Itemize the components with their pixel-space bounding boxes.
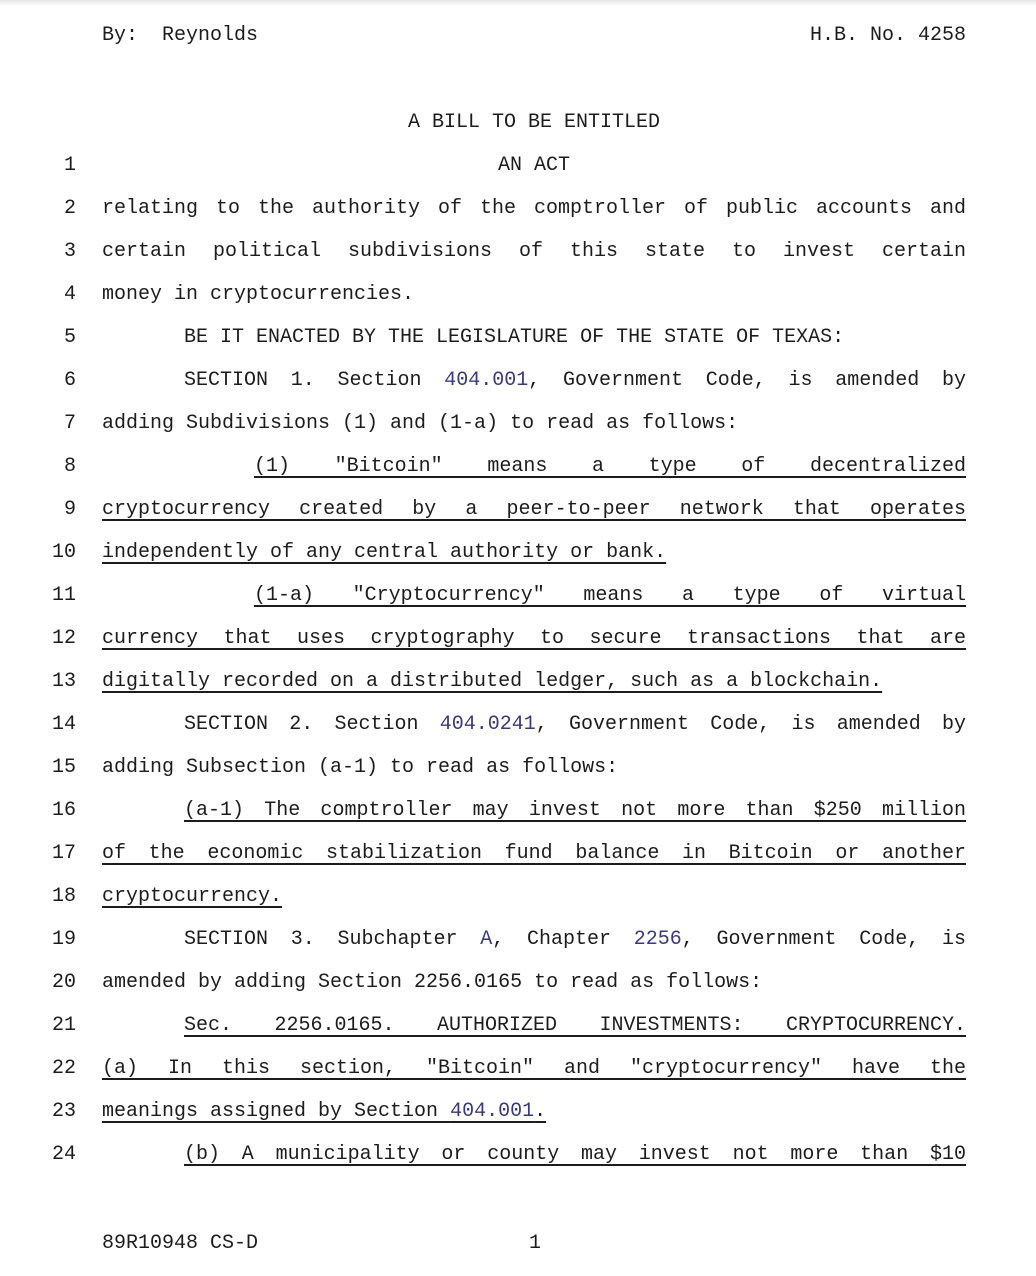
text-line bbox=[0, 370, 1036, 413]
text-line bbox=[0, 886, 1036, 929]
added-text: cryptocurrency. bbox=[102, 885, 283, 908]
text-line bbox=[0, 413, 1036, 456]
page-top-edge bbox=[0, 0, 1036, 6]
line-text bbox=[102, 1058, 966, 1080]
line-segment: SECTION 2. Section bbox=[184, 713, 440, 736]
text-line bbox=[0, 628, 1036, 671]
text-line bbox=[0, 499, 1036, 542]
line-text bbox=[102, 1144, 966, 1166]
line-text bbox=[102, 370, 966, 392]
statute-link-404-0241[interactable]: 404.0241 bbox=[439, 713, 536, 736]
line-number: 11 bbox=[51, 584, 76, 607]
line-text: adding Subdivisions (1) and (1-a) to read as follows: bbox=[102, 412, 739, 435]
text-line bbox=[0, 198, 1036, 241]
line-text bbox=[102, 628, 966, 650]
added-text: (a-1) The comptroller may invest not more than $250 million bbox=[184, 799, 966, 822]
text-line bbox=[0, 972, 1036, 1015]
line-text bbox=[102, 800, 966, 822]
line-number: 23 bbox=[51, 1100, 76, 1123]
line-number: 17 bbox=[51, 842, 76, 865]
text-line bbox=[0, 714, 1036, 757]
bill-caption: A BILL TO BE ENTITLED bbox=[407, 111, 661, 134]
line-text: adding Subsection (a-1) to read as follows: bbox=[102, 756, 619, 779]
page-number: 1 bbox=[528, 1232, 541, 1255]
line-number: 14 bbox=[51, 713, 76, 736]
line-segment: , Chapter bbox=[492, 928, 634, 951]
statute-link-404-001[interactable]: 404.001 bbox=[450, 1100, 535, 1123]
added-text: (a) In this section, "Bitcoin" and "cryptocurrency" have the bbox=[102, 1057, 966, 1080]
text-line bbox=[0, 155, 1036, 198]
enacting-clause: BE IT ENACTED BY THE LEGISLATURE OF THE STATE OF TEXAS: bbox=[184, 326, 845, 349]
text-line bbox=[0, 671, 1036, 714]
line-text: amended by adding Section 2256.0165 to read as follows: bbox=[102, 971, 763, 994]
line-number: 7 bbox=[63, 412, 76, 435]
line-text bbox=[102, 585, 966, 607]
statute-link-404-001[interactable]: 404.001 bbox=[444, 369, 529, 392]
line-text: certain political subdivisions of this state to invest certain bbox=[102, 240, 966, 263]
line-text bbox=[102, 929, 966, 951]
line-number: 1 bbox=[63, 154, 76, 177]
text-line bbox=[0, 1015, 1036, 1058]
subchapter-link-a[interactable]: A bbox=[480, 928, 493, 951]
author-label: By: bbox=[102, 24, 139, 47]
line-segment: . bbox=[534, 1100, 547, 1123]
line-text: relating to the authority of the comptroller of public accounts and bbox=[102, 197, 966, 220]
line-text bbox=[102, 671, 966, 693]
text-line bbox=[0, 1144, 1036, 1187]
added-text: Sec. 2256.0165. AUTHORIZED INVESTMENTS: CRYPTOCURRENCY. bbox=[184, 1014, 966, 1037]
text-line bbox=[0, 542, 1036, 585]
line-text bbox=[102, 499, 966, 521]
line-number: 21 bbox=[51, 1014, 76, 1037]
line-text bbox=[102, 542, 966, 564]
line-number: 3 bbox=[63, 240, 76, 263]
line-text bbox=[102, 1015, 966, 1037]
added-text: (b) A municipality or county may invest not more than $10 bbox=[184, 1143, 966, 1166]
act-heading: AN ACT bbox=[497, 154, 570, 177]
line-number: 13 bbox=[51, 670, 76, 693]
line-number: 20 bbox=[51, 971, 76, 994]
line-number: 19 bbox=[51, 928, 76, 951]
line-number: 10 bbox=[51, 541, 76, 564]
text-line bbox=[0, 757, 1036, 800]
line-number: 24 bbox=[51, 1143, 76, 1166]
author-line bbox=[102, 24, 258, 47]
text-line bbox=[0, 585, 1036, 628]
added-text: (1-a) "Cryptocurrency" means a type of virtual bbox=[254, 584, 966, 607]
text-line bbox=[0, 800, 1036, 843]
author-name: Reynolds bbox=[162, 24, 259, 47]
line-text bbox=[102, 886, 966, 908]
line-number: 5 bbox=[63, 326, 76, 349]
line-segment: , Government Code, is bbox=[681, 928, 966, 951]
added-text: of the economic stabilization fund balance in Bitcoin or another bbox=[102, 842, 966, 865]
line-number: 15 bbox=[51, 756, 76, 779]
line-number: 22 bbox=[51, 1057, 76, 1080]
line-number: 18 bbox=[51, 885, 76, 908]
bill-text bbox=[0, 155, 1036, 1187]
text-line bbox=[0, 843, 1036, 886]
line-number: 4 bbox=[63, 283, 76, 306]
line-text bbox=[102, 714, 966, 736]
text-line bbox=[0, 327, 1036, 370]
chapter-link-2256[interactable]: 2256 bbox=[633, 928, 682, 951]
line-segment: , Government Code, is amended by bbox=[535, 713, 966, 736]
added-text bbox=[102, 1100, 546, 1123]
line-segment: SECTION 1. Section bbox=[184, 369, 445, 392]
text-line bbox=[0, 284, 1036, 327]
line-number: 16 bbox=[51, 799, 76, 822]
added-text: independently of any central authority or bank. bbox=[102, 541, 667, 564]
line-number: 9 bbox=[63, 498, 76, 521]
text-line bbox=[0, 456, 1036, 499]
line-number: 6 bbox=[63, 369, 76, 392]
line-text bbox=[102, 456, 966, 478]
added-text: cryptocurrency created by a peer-to-peer network that operates bbox=[102, 498, 966, 521]
draft-code: 89R10948 CS-D bbox=[102, 1232, 259, 1255]
added-text: currency that uses cryptography to secure transactions that are bbox=[102, 627, 966, 650]
text-line bbox=[0, 929, 1036, 972]
line-segment: SECTION 3. Subchapter bbox=[184, 928, 481, 951]
line-segment: , Government Code, is amended by bbox=[528, 369, 966, 392]
line-number: 8 bbox=[63, 455, 76, 478]
line-text bbox=[102, 1101, 966, 1123]
line-text: money in cryptocurrencies. bbox=[102, 283, 415, 306]
line-number: 12 bbox=[51, 627, 76, 650]
line-text bbox=[102, 843, 966, 865]
text-line bbox=[0, 1101, 1036, 1144]
added-text: (1) "Bitcoin" means a type of decentralized bbox=[254, 455, 966, 478]
text-line bbox=[0, 241, 1036, 284]
line-number: 2 bbox=[63, 197, 76, 220]
text-line bbox=[0, 1058, 1036, 1101]
added-text: digitally recorded on a distributed ledger, such as a blockchain. bbox=[102, 670, 883, 693]
bill-number: H.B. No. 4258 bbox=[809, 24, 966, 47]
line-segment: meanings assigned by Section bbox=[102, 1100, 451, 1123]
